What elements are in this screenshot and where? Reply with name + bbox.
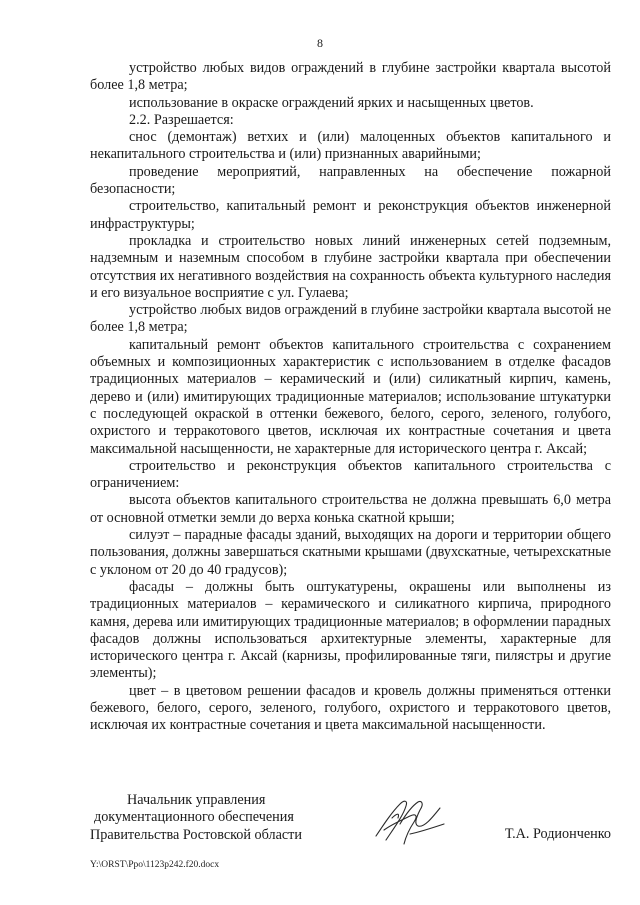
- paragraph: силуэт – парадные фасады зданий, выходящих на дороги и территории общего пользования, должны завершаться скатными крышами (двухскатные, четырехскатные с уклоном от 20 до 40 градусов);: [90, 527, 611, 578]
- paragraph: цвет – в цветовом решении фасадов и кровель должны применяться оттенки бежевого, белого, серого, зеленого, голубого, охристого и терракотового цветов, исключая их контрастные сочетания и цвета максимальной насыщенности.: [90, 682, 611, 734]
- paragraph: высота объектов капитального строительства не должна превышать 6,0 метра от основной отметки земли до верха конька скатной крыши;: [90, 492, 611, 526]
- paragraph: снос (демонтаж) ветхих и (или) малоценных объектов капитального и некапитального строительства и (или) признанных аварийными;: [90, 129, 611, 163]
- paragraph: устройство любых видов ограждений в глубине застройки квартала высотой более 1,8 метра;: [90, 60, 611, 94]
- paragraph: устройство любых видов ограждений в глубине застройки квартала высотой не более 1,8 метра;: [90, 302, 611, 336]
- signatory-name: Т.А. Родионченко: [504, 826, 611, 842]
- document-body: [90, 60, 611, 735]
- signatory-title-line: Начальник управления: [127, 792, 266, 808]
- paragraph: фасады – должны быть оштукатурены, окрашены или выполнены из традиционных материалов – керамического и силикатного кирпича, природного камня, дерева или имитирующих традиционные материалов; в оформлении парадных фасадов должны использоваться архитектурные элементы, характерные для исторического центра г. Аксай (карнизы, профилированные тяги, пилястры и другие элементы);: [90, 578, 611, 682]
- file-path: Y:\ORST\Ppo\1123p242.f20.docx: [90, 860, 220, 870]
- paragraph: строительство, капитальный ремонт и реконструкция объектов инженерной инфраструктуры;: [90, 198, 611, 232]
- paragraph: проведение мероприятий, направленных на обеспечение пожарной безопасности;: [90, 163, 611, 198]
- signatory-title: [90, 792, 302, 844]
- paragraph: прокладка и строительство новых линий инженерных сетей подземным, надземным и наземным способом в глубине застройки квартала при обеспечении отсутствия их негативного воздействия на сохранность объекта культурного наследия и его визуальное восприятие с ул. Гулаева;: [90, 232, 611, 301]
- signature-block: [90, 792, 611, 852]
- paragraph: капитальный ремонт объектов капитального строительства с сохранением объемных и композиционных характеристик с использованием в отделке фасадов традиционных материалов – керамический и (или) силикатный кирпич, камень, дерево и (или) имитирующих традиционные материалов; использование штукатурки с последующей окраской в оттенки бежевого, белого, серого, зеленого, голубого, охристого и терракотового цветов, исключая их контрастные сочетания и цвета максимальной насыщенности, не характерные для исторического центра г. Аксай;: [90, 336, 611, 457]
- signatory-title-line: Правительства Ростовской области: [90, 826, 302, 843]
- paragraph: строительство и реконструкция объектов капитального строительства с ограничением:: [90, 457, 611, 492]
- signatory-title-line: документационного обеспечения: [94, 809, 294, 826]
- section-heading: 2.2. Разрешается:: [129, 111, 234, 128]
- handwritten-signature-icon: [370, 794, 450, 850]
- page-number: 8: [317, 36, 323, 50]
- paragraph: использование в окраске ограждений ярких и насыщенных цветов.: [129, 94, 534, 111]
